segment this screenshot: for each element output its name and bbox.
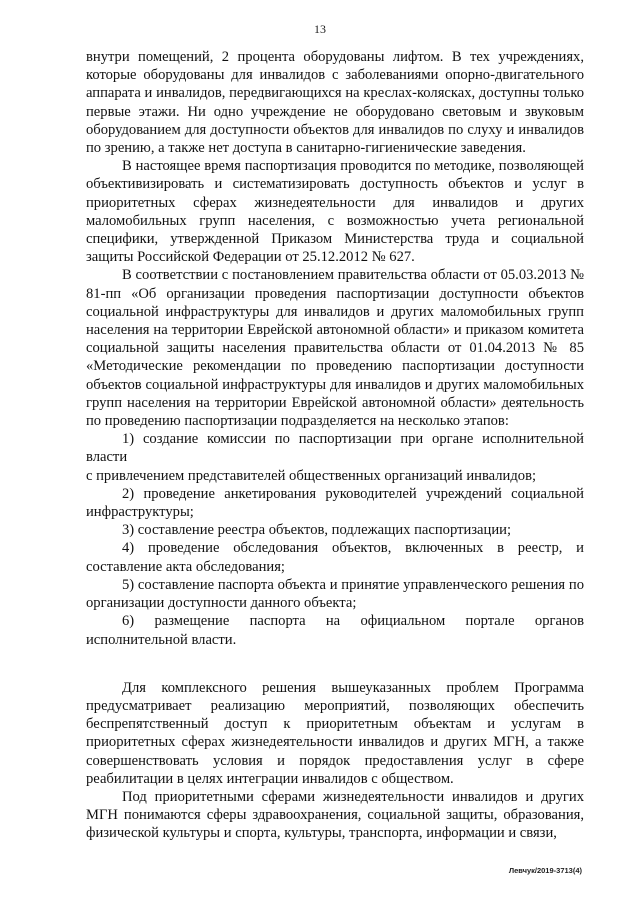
paragraph-passportization-method: В настоящее время паспортизация проводится по методике, позволяющей объективизировать и систематизировать доступность объектов и услуг в приоритетных сферах жизнедеятельности для инвалидов и других маломобильных групп населения, с возможностью учета региональной специфики, утвержденной Приказом Министерства труда и социальной защиты Российской Федерации от 25.12.2012 № 627. — [86, 158, 584, 266]
document-footer-code: Левчук/2019-3713(4) — [508, 866, 582, 875]
stage-item-1-continuation: с привлечением представителей общественных организаций инвалидов; — [86, 467, 537, 484]
stage-item-4: 4) проведение обследования объектов, включенных в реестр, и составление акта обследования; — [86, 540, 584, 575]
paragraph-accessibility-status: внутри помещений, 2 процента оборудованы лифтом. В тех учреждениях, которые оборудованы для инвалидов с заболеваниями опорно-двигательного аппарата и инвалидов, передвигающихся на креслах-колясках, доступны только первые этажи. Ни одно учреждение не оборудовано световым и звуковым оборудованием для доступности объектов для инвалидов по слуху и инвалидов по зрению, а также нет доступа в санитарно-гигиенические заведения. — [86, 49, 584, 157]
stage-item-2: 2) проведение анкетирования руководителей учреждений социальной инфраструктуры; — [86, 485, 584, 521]
paragraph-gap — [86, 649, 584, 679]
page-number: 13 — [314, 22, 326, 36]
stage-item-6: 6) размещение паспорта на официальном портале органов исполнительной власти. — [86, 613, 584, 648]
stage-item-3: 3) составление реестра объектов, подлежащих паспортизации; — [122, 522, 511, 539]
stage-item-1: 1) создание комиссии по паспортизации при органе исполнительной власти — [86, 431, 584, 466]
paragraph-priority-spheres: Под приоритетными сферами жизнедеятельности инвалидов и других МГН понимаются сферы здравоохранения, социальной защиты, образования, физической культуры и спорта, культуры, транспорта, информации и связи, — [86, 788, 584, 842]
paragraph-regulatory-basis: В соответствии с постановлением правительства области от 05.03.2013 № 81-пп «Об организации проведения паспортизации доступности объектов социальной инфраструктуры для инвалидов и других маломобильных групп населения на территории Еврейской автономной области» и приказом комитета социальной защиты населения правительства области от 01.04.2013 № 85 «Методические рекомендации по проведению паспортизации доступности объектов социальной инфраструктуры для инвалидов и других маломобильных групп населения на территории Еврейской автономной области» деятельность по проведению паспортизации подразделяется на несколько этапов: — [86, 267, 584, 430]
stage-item-5: 5) составление паспорта объекта и принятие управленческого решения по организации доступности данного объекта; — [86, 576, 584, 612]
paragraph-program-measures: Для комплексного решения вышеуказанных проблем Программа предусматривает реализацию мероприятий, позволяющих обеспечить беспрепятственный доступ к приоритетным объектам и услугам в приоритетных сферах жизнедеятельности инвалидов и других МГН, а также совершенствовать условия и порядок предоставления услуг в сфере реабилитации в целях интеграции инвалидов с обществом. — [86, 679, 584, 787]
document-body — [86, 48, 584, 843]
